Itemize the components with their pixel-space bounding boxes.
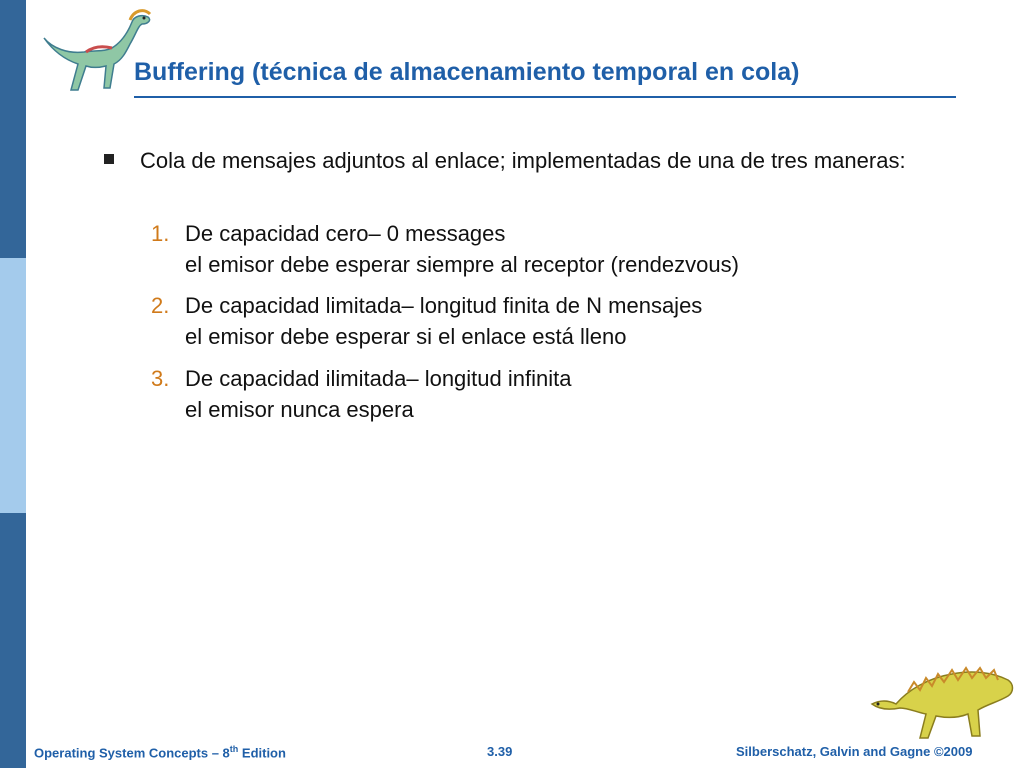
- item-number: 1.: [151, 221, 170, 246]
- square-bullet-icon: [104, 154, 114, 164]
- footer-book-title-text: Operating System Concepts – 8: [34, 745, 230, 761]
- item-text: [185, 363, 571, 425]
- page-number: 3.39: [487, 744, 513, 759]
- item-line-1: De capacidad limitada– longitud finita de N mensajes: [185, 293, 703, 318]
- item-line-2: el emisor debe esperar siempre al receptor (rendezvous): [185, 252, 739, 277]
- sidebar-band-top: [0, 0, 26, 258]
- item-line-2: el emisor debe esperar si el enlace está lleno: [185, 324, 627, 349]
- footer-authors: Silberschatz, Galvin and Gagne ©2009: [736, 744, 973, 759]
- item-line-2: el emisor nunca espera: [185, 397, 414, 422]
- sidebar-band-middle: [0, 258, 26, 513]
- title-underline: [134, 96, 956, 98]
- slide-title: Buffering (técnica de almacenamiento temporal en cola): [134, 58, 800, 86]
- item-number: 3.: [151, 366, 170, 391]
- footer-book-title: [34, 744, 286, 760]
- left-sidebar: [0, 0, 26, 768]
- footer-superscript: th: [229, 744, 239, 754]
- item-line-1: De capacidad cero– 0 messages: [185, 221, 506, 246]
- footer-book-title-suffix: Edition: [238, 745, 286, 761]
- sidebar-band-bottom: [0, 513, 26, 768]
- item-text: [185, 290, 702, 352]
- item-text: [185, 218, 739, 280]
- main-bullet-text: Cola de mensajes adjuntos al enlace; implementadas de una de tres maneras:: [140, 148, 906, 173]
- item-line-1: De capacidad ilimitada– longitud infinita: [185, 366, 572, 391]
- dinosaur-icon: [868, 660, 1018, 742]
- item-number: 2.: [151, 293, 170, 318]
